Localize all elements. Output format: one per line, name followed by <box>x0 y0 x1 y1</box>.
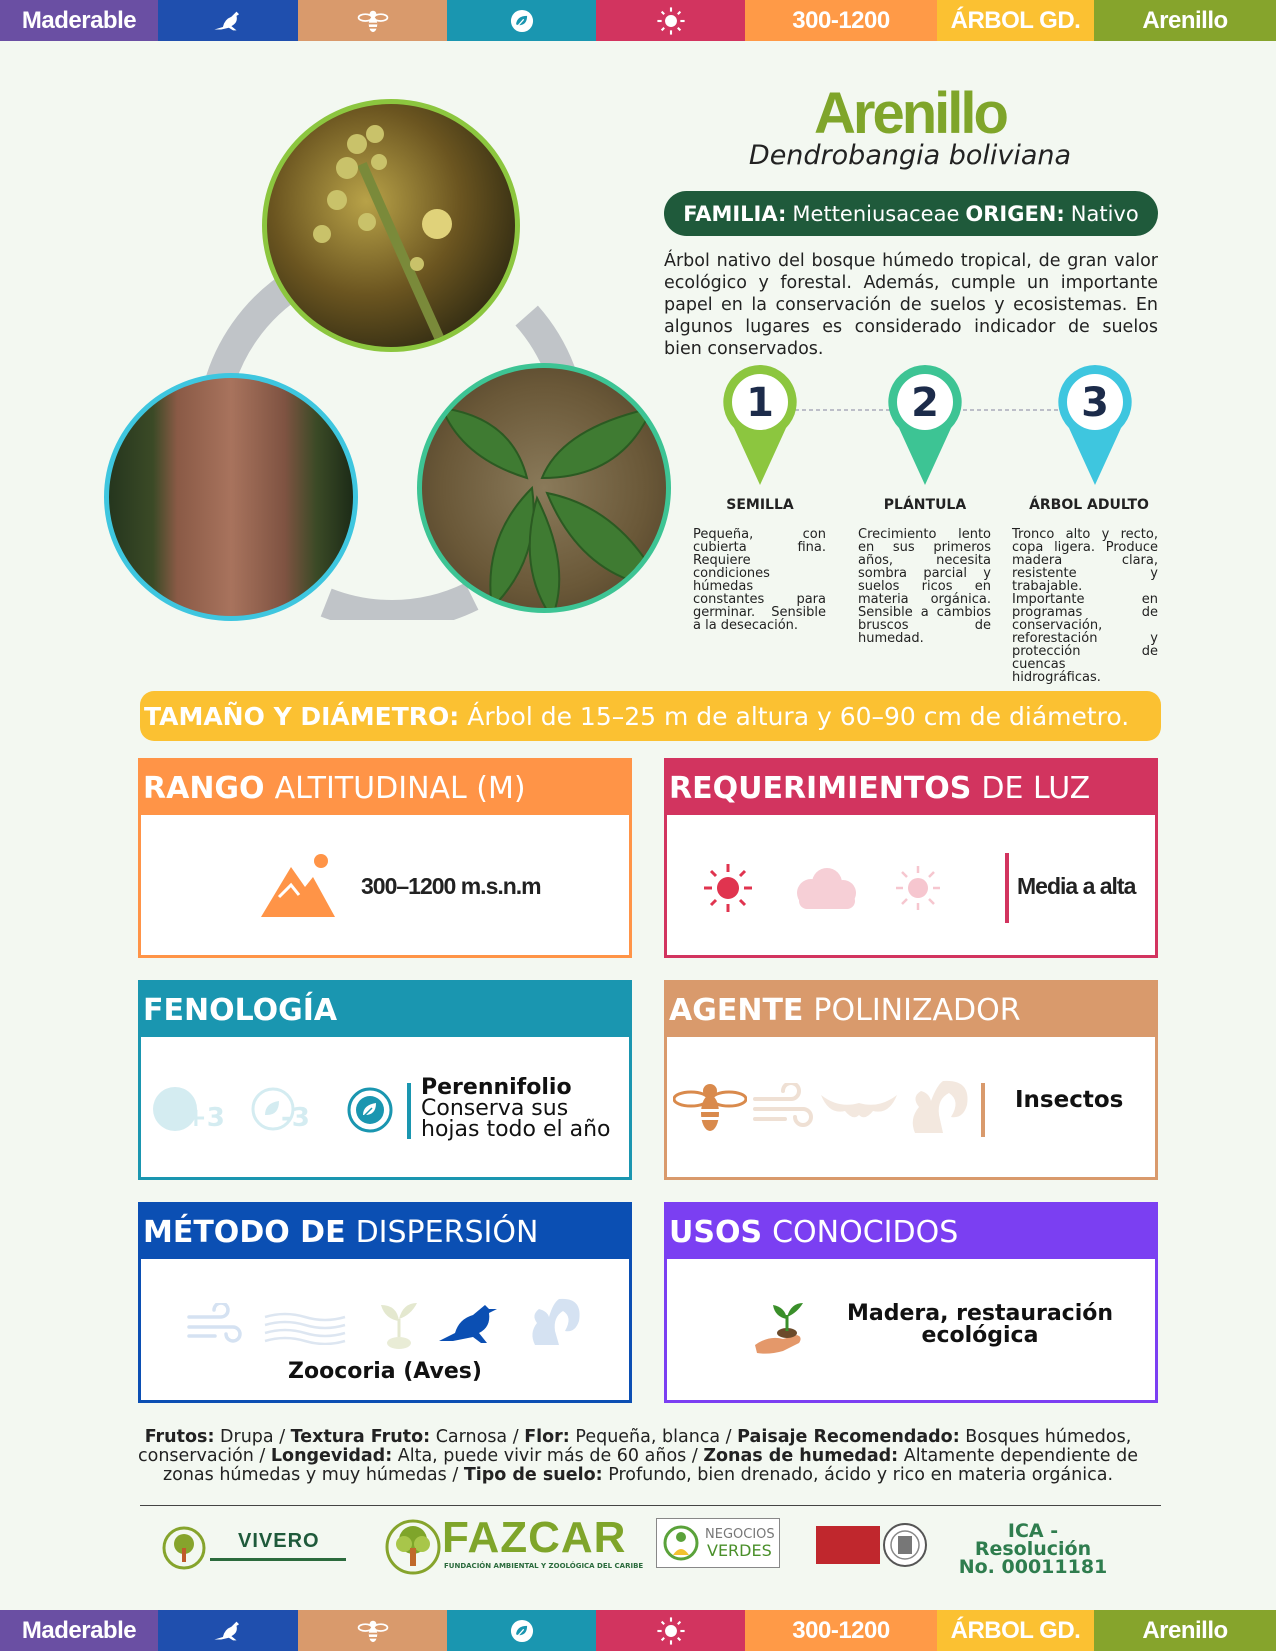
band-bee-icon <box>298 1610 447 1651</box>
species-details-footer: Frutos: Drupa / Textura Fruto: Carnosa / Flor: Pequeña, blanca / Paisaje Recomendado: Bosques húmedos, conservación / Longevidad: Alta, puede vivir más de 60 años / Zonas de humedad: Altamente dependiente de zonas húmedas y muy húmedas / Tipo de suelo: Profundo, bien drenado, ácido y rico en materia orgánica. <box>137 1427 1139 1485</box>
footer-divider <box>140 1505 1161 1506</box>
phenology-card <box>138 980 632 1180</box>
semi-deciduous-badge: -3 <box>281 1103 310 1133</box>
band-use-label: Maderable <box>0 0 158 41</box>
band-sun-icon <box>596 0 745 41</box>
vivero-tree-icon <box>162 1526 206 1570</box>
phenology-subvalue-1: Conserva sus <box>421 1096 569 1121</box>
size-diameter-bar <box>140 691 1161 741</box>
species-description: Árbol nativo del bosque húmedo tropical, de gran valor ecológico y forestal. Además, cumple un importante papel en la conservación de suelos y ecosistemas. En algunos lugares es considerado indicador de suelos bien conservados. <box>664 251 1158 359</box>
band-name-label: Arenillo <box>1094 1610 1276 1651</box>
vivero-text: VIVERO <box>238 1530 320 1552</box>
bee-icon <box>673 1075 747 1139</box>
band-bird-icon <box>158 1610 298 1651</box>
flower-photo <box>262 99 520 352</box>
wind-dispersal-icon <box>185 1303 243 1349</box>
band-size-label: ÁRBOL GD. <box>937 0 1094 41</box>
stage-3-text: Tronco alto y recto, copa ligera. Produce madera clara, resistente y trabajable. Importante en programas de conservación, reforestación y protección de cuencas hidrográficas. <box>1012 527 1158 685</box>
uses-card <box>664 1202 1158 1403</box>
phenology-card-header: FENOLOGÍA <box>141 983 629 1037</box>
band-size-label: ÁRBOL GD. <box>937 1610 1094 1651</box>
band-name-label: Arenillo <box>1094 0 1276 41</box>
top-category-band <box>0 0 1276 41</box>
size-label: TAMAÑO Y DIÁMETRO: <box>144 701 460 731</box>
phenology-subvalue-2: hojas todo el año <box>421 1117 611 1142</box>
mountain-icon <box>259 849 337 919</box>
light-card-header: REQUERIMIENTOS DE LUZ <box>667 761 1155 815</box>
ica-line-2: No. 00011181 <box>958 1556 1108 1578</box>
altitude-card-header: RANGO ALTITUDINAL (M) <box>141 761 629 815</box>
bottom-category-band <box>0 1610 1276 1651</box>
leaves-photo <box>417 363 671 613</box>
uses-value-line-2: ecológica <box>921 1323 1039 1348</box>
light-value: Media a alta <box>1017 873 1136 899</box>
band-leaf-icon <box>447 1610 596 1651</box>
stage-markers <box>700 360 1160 490</box>
bureau-veritas-logo <box>816 1522 928 1566</box>
dispersal-card-header: MÉTODO DE DISPERSIÓN <box>141 1205 629 1259</box>
phenology-value: Perennifolio <box>421 1075 572 1100</box>
familia-value: Metteniusaceae <box>792 201 960 226</box>
trunk-photo <box>104 373 358 621</box>
deciduous-plus-badge: +3 <box>185 1103 225 1133</box>
familia-label: FAMILIA: <box>683 201 787 226</box>
common-name-title: Arenillo <box>814 81 1006 146</box>
pollinator-value: Insectos <box>1015 1087 1124 1113</box>
ica-line-1: ICA - Resolución <box>974 1520 1092 1560</box>
dispersal-value: Zoocoria (Aves) <box>288 1359 482 1384</box>
stage-2-number: 2 <box>911 380 939 426</box>
band-bird-icon <box>158 0 298 41</box>
band-altitude-label: 300-1200 <box>745 0 937 41</box>
wind-icon <box>751 1083 813 1133</box>
dispersal-card <box>138 1202 632 1403</box>
uses-value-line-1: Madera, restauración <box>846 1301 1114 1326</box>
band-altitude-label: 300-1200 <box>745 1610 937 1651</box>
origen-label: ORIGEN: <box>965 201 1065 226</box>
stage-1-text: Pequeña, con cubierta fina. Requiere condiciones húmedas constantes para germinar. Sensible a la desecación. <box>693 527 826 633</box>
band-sun-icon <box>596 1610 745 1651</box>
pollinator-divider <box>981 1083 985 1137</box>
cloud-icon <box>789 865 861 913</box>
stage-1-number: 1 <box>746 380 774 426</box>
pollinator-card-header: AGENTE POLINIZADOR <box>667 983 1155 1037</box>
stage-3-title: ÁRBOL ADULTO <box>1029 497 1149 513</box>
band-leaf-icon <box>447 0 596 41</box>
bird-dispersal-icon <box>437 1297 503 1349</box>
evergreen-leaf-icon <box>345 1085 395 1135</box>
negocios-verdes-icon <box>663 1525 699 1561</box>
water-dispersal-icon <box>263 1309 347 1345</box>
fazcar-subtext: FUNDACIÓN AMBIENTAL Y ZOOLÓGICA DEL CARIBE <box>444 1562 644 1570</box>
fazcar-tree-icon <box>384 1518 442 1576</box>
fazcar-text: FAZCAR <box>442 1513 627 1562</box>
stage-1-title: SEMILLA <box>726 497 794 513</box>
pollinator-card <box>664 980 1158 1180</box>
negocios-text: NEGOCIOS <box>705 1527 775 1542</box>
gravity-seed-icon <box>375 1297 423 1351</box>
hand-sprout-icon <box>753 1297 815 1357</box>
band-use-label: Maderable <box>0 1610 158 1651</box>
altitude-card <box>138 758 632 958</box>
negocios-verdes-logo <box>656 1518 780 1568</box>
stage-2-title: PLÁNTULA <box>883 497 967 513</box>
altitude-value: 300–1200 m.s.n.m <box>361 873 541 899</box>
full-sun-icon <box>701 861 755 915</box>
verdes-text: VERDES <box>707 1541 772 1560</box>
bureau-veritas-seal-icon <box>882 1522 928 1568</box>
stage-2-text: Crecimiento lento en sus primeros años, necesita sombra parcial y suelos ricos en materia orgánica. Sensible a cambios bruscos de humedad. <box>858 527 991 646</box>
phenology-text <box>421 1077 610 1140</box>
ica-resolution <box>948 1522 1118 1576</box>
squirrel-icon <box>903 1075 973 1137</box>
fazcar-logo <box>384 1513 644 1578</box>
family-origin-pill <box>664 191 1158 236</box>
band-bee-icon <box>298 0 447 41</box>
squirrel-dispersal-icon <box>525 1295 583 1349</box>
light-divider <box>1005 853 1009 923</box>
phenology-divider <box>407 1083 411 1139</box>
light-card <box>664 758 1158 958</box>
origen-value: Nativo <box>1070 201 1139 226</box>
uses-value <box>835 1303 1125 1347</box>
vivero-logo <box>162 1524 350 1572</box>
uses-card-header: USOS CONOCIDOS <box>667 1205 1155 1259</box>
scientific-name: Dendrobangia boliviana <box>748 140 1072 171</box>
size-value: Árbol de 15–25 m de altura y 60–90 cm de diámetro. <box>467 701 1130 731</box>
partial-sun-icon <box>891 861 945 915</box>
stage-3-number: 3 <box>1081 380 1109 426</box>
bat-icon <box>819 1085 899 1125</box>
